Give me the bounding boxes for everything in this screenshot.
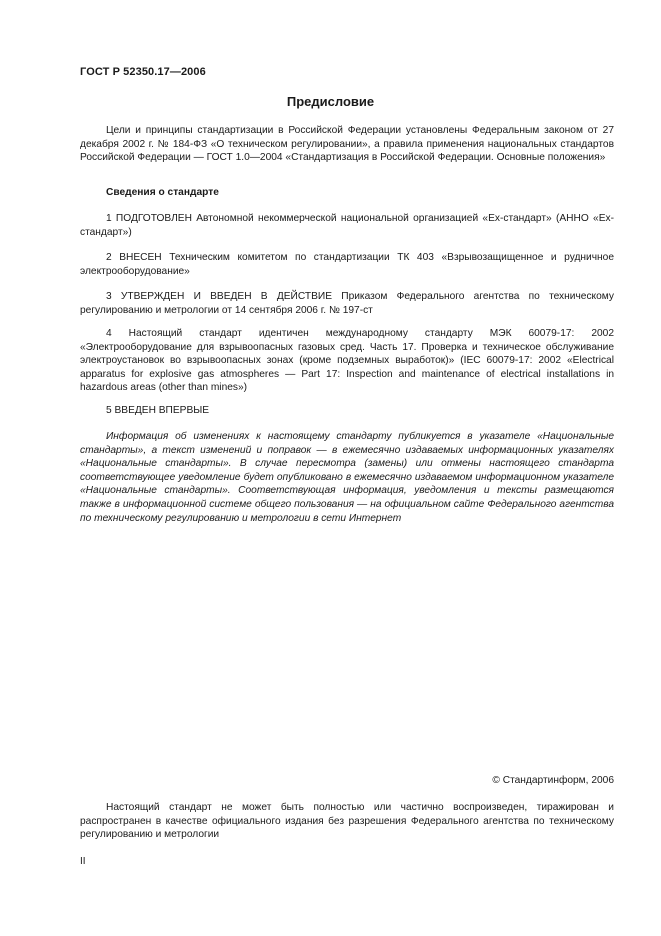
info-heading: Сведения о стандарте — [106, 187, 219, 198]
item-first-introduced: 5 ВВЕДЕН ВПЕРВЫЕ — [106, 405, 210, 416]
copyright: © Стандартинформ, 2006 — [492, 775, 614, 786]
page-title: Предисловие — [286, 94, 375, 109]
item-introduced: 2 ВНЕСЕН Техническим комитетом по стандартизации ТК 403 «Взрывозащищенное и рудничное электрооборудование» — [80, 252, 614, 277]
item-prepared: 1 ПОДГОТОВЛЕН Автономной некоммерческой национальной организацией «Ех-стандарт» (АННО «Ех-стандарт») — [80, 213, 614, 238]
notice-paragraph: Информация об изменениях к настоящему стандарту публикуется в указателе «Национальные стандарты», а текст изменений и поправок — в ежемесячно издаваемых информационных указателях «Национальные стандарты». В случае пересмотра (замены) или отмены настоящего стандарта соответствующее уведомление будет опубликовано в ежемесячно издаваемом информационном указателе «Национальные стандарты». Соответствующая информация, уведомления и тексты размещаются также в информационной системе общего пользования — на официальном сайте Федерального агентства по техническому регулированию и метрологии в сети Интернет — [80, 431, 614, 524]
intro-paragraph: Цели и принципы стандартизации в Российской Федерации установлены Федеральным законом от 27 декабря 2002 г. № 184-ФЗ «О техническом регулировании», а правила применения национальных стандартов Российской Федерации — ГОСТ 1.0—2004 «Стандартизация в Российской Федерации. Основные положения» — [80, 125, 614, 164]
document-header: ГОСТ Р 52350.17—2006 — [80, 66, 206, 78]
page-number: II — [80, 856, 86, 867]
item-approved: 3 УТВЕРЖДЕН И ВВЕДЕН В ДЕЙСТВИЕ Приказом Федерального агентства по техническому регулированию и метрологии от 14 сентября 2006 г. № 197-ст — [80, 291, 614, 316]
reproduction-notice: Настоящий стандарт не может быть полностью или частично воспроизведен, тиражирован и распространен в качестве официального издания без разрешения Федерального агентства по техническому регулированию и метрологии — [80, 802, 614, 841]
item-identical: 4 Настоящий стандарт идентичен международному стандарту МЭК 60079-17: 2002 «Электрооборудование для взрывоопасных газовых сред. Часть 17. Проверка и техническое обслуживание электроустановок во взрывоопасных зонах (кроме подземных выработок)» (IEC 60079-17: 2002 «Electrical apparatus for explosive gas atmospheres — Part 17: Inspection and maintenance of electrical installations in hazardous areas (other than mines») — [80, 328, 614, 394]
